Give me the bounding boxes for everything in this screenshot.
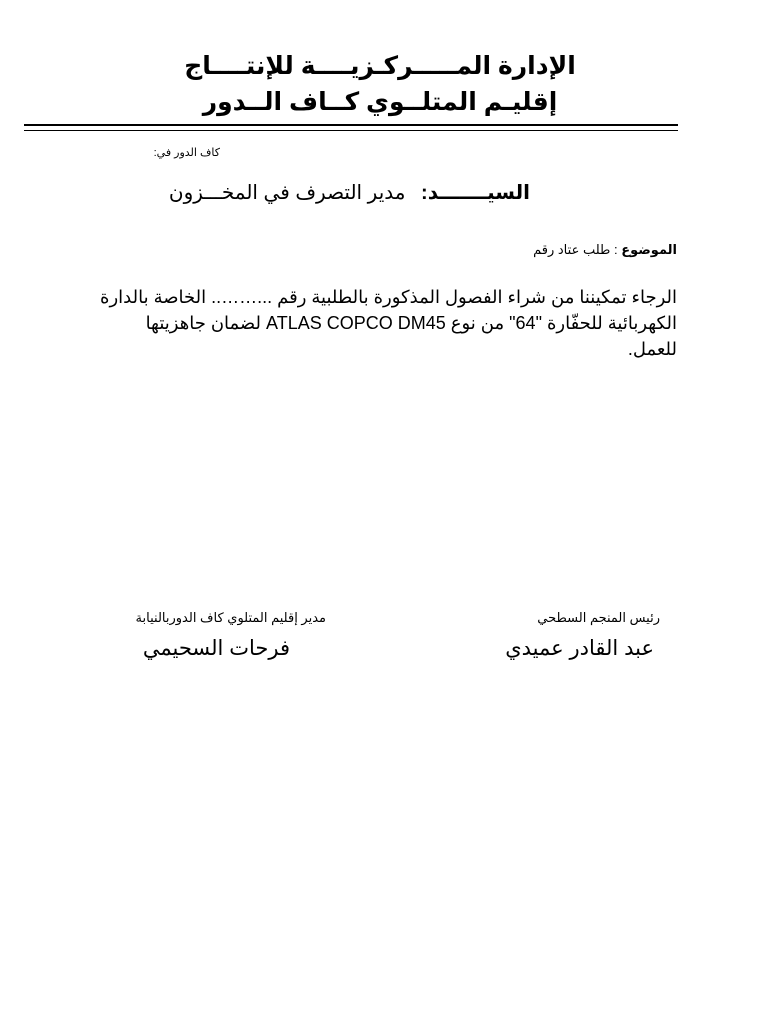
body-line-2: الكهربائية للحفّارة "64" من نوع ATLAS COPCO DM45 لضمان جاهزيتها: [145, 313, 677, 333]
signature-right-name: عبد القادر عميدي: [505, 637, 654, 660]
addressee-label: السيـــــــد:: [421, 182, 530, 204]
letterhead: [120, 48, 640, 120]
subject-value: : طلب عتاد رقم: [533, 242, 618, 257]
letter-body: [60, 284, 677, 362]
signature-left-name: فرحات السحيمي: [142, 637, 290, 660]
subject-line: [440, 242, 677, 258]
letterhead-organization: الإدارة المـــــركـزيــــة للإنتــــاج: [184, 52, 576, 80]
header-divider-thin: [24, 130, 678, 131]
body-line-1: الرجاء تمكيننا من شراء الفصول المذكورة بالطلبية رقم ...…….. الخاصة بالدارة: [100, 287, 677, 307]
addressee-value: مدير التصرف في المخـــزون: [168, 182, 406, 204]
place-date-line: كاف الدور في:: [153, 147, 220, 159]
addressee: [170, 180, 530, 205]
header-divider-thick: [24, 124, 678, 126]
body-line-3: للعمل.: [627, 339, 677, 359]
signature-left-title: مدير إقليم المتلوي كاف الدوربالنيابة: [135, 610, 326, 625]
subject-label: الموضوع: [621, 242, 677, 257]
signature-right-title: رئيس المنجم السطحي: [537, 610, 660, 625]
letterhead-region: إقليـم المتلــوي كــاف الــدور: [202, 88, 558, 116]
